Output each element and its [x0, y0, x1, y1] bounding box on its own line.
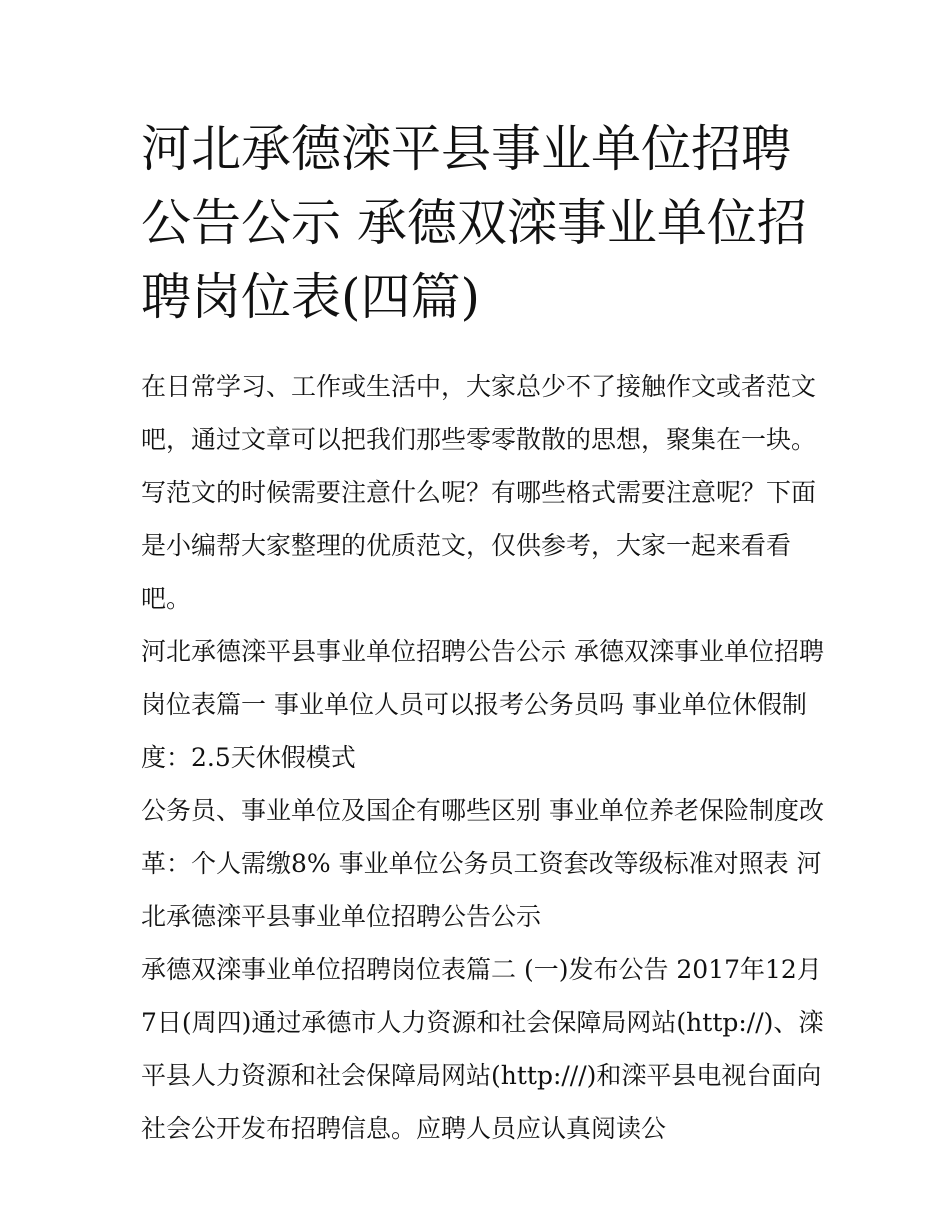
- document-body: [141, 360, 831, 1155]
- intro-paragraph: 在日常学习、工作或生活中，大家总少不了接触作文或者范文吧，通过文章可以把我们那些零零散散的思想，聚集在一块。写范文的时候需要注意什么呢？有哪些格式需要注意呢？下面是小编帮大家整理的优质范文，仅供参考，大家一起来看看吧。: [141, 372, 817, 613]
- section-two-paragraph: 承德双滦事业单位招聘岗位表篇二 (一)发布公告 2017年12月7日(周四)通过承德市人力资源和社会保障局网站(http://)、滦平县人力资源和社会保障局网站(http:///)和滦平县电视台面向社会公开发布招聘信息。应聘人员应认真阅读公: [141, 955, 824, 1143]
- document-title: 河北承德滦平县事业单位招聘公告公示 承德双滦事业单位招聘岗位表(四篇): [141, 120, 807, 326]
- related-links-paragraph: 公务员、事业单位及国企有哪些区别 事业单位养老保险制度改革：个人需缴8% 事业单位公务员工资套改等级标准对照表 河北承德滦平县事业单位招聘公告公示: [141, 796, 824, 931]
- section-one-paragraph: 河北承德滦平县事业单位招聘公告公示 承德双滦事业单位招聘岗位表篇一 事业单位人员可以报考公务员吗 事业单位休假制度：2.5天休假模式: [141, 637, 824, 772]
